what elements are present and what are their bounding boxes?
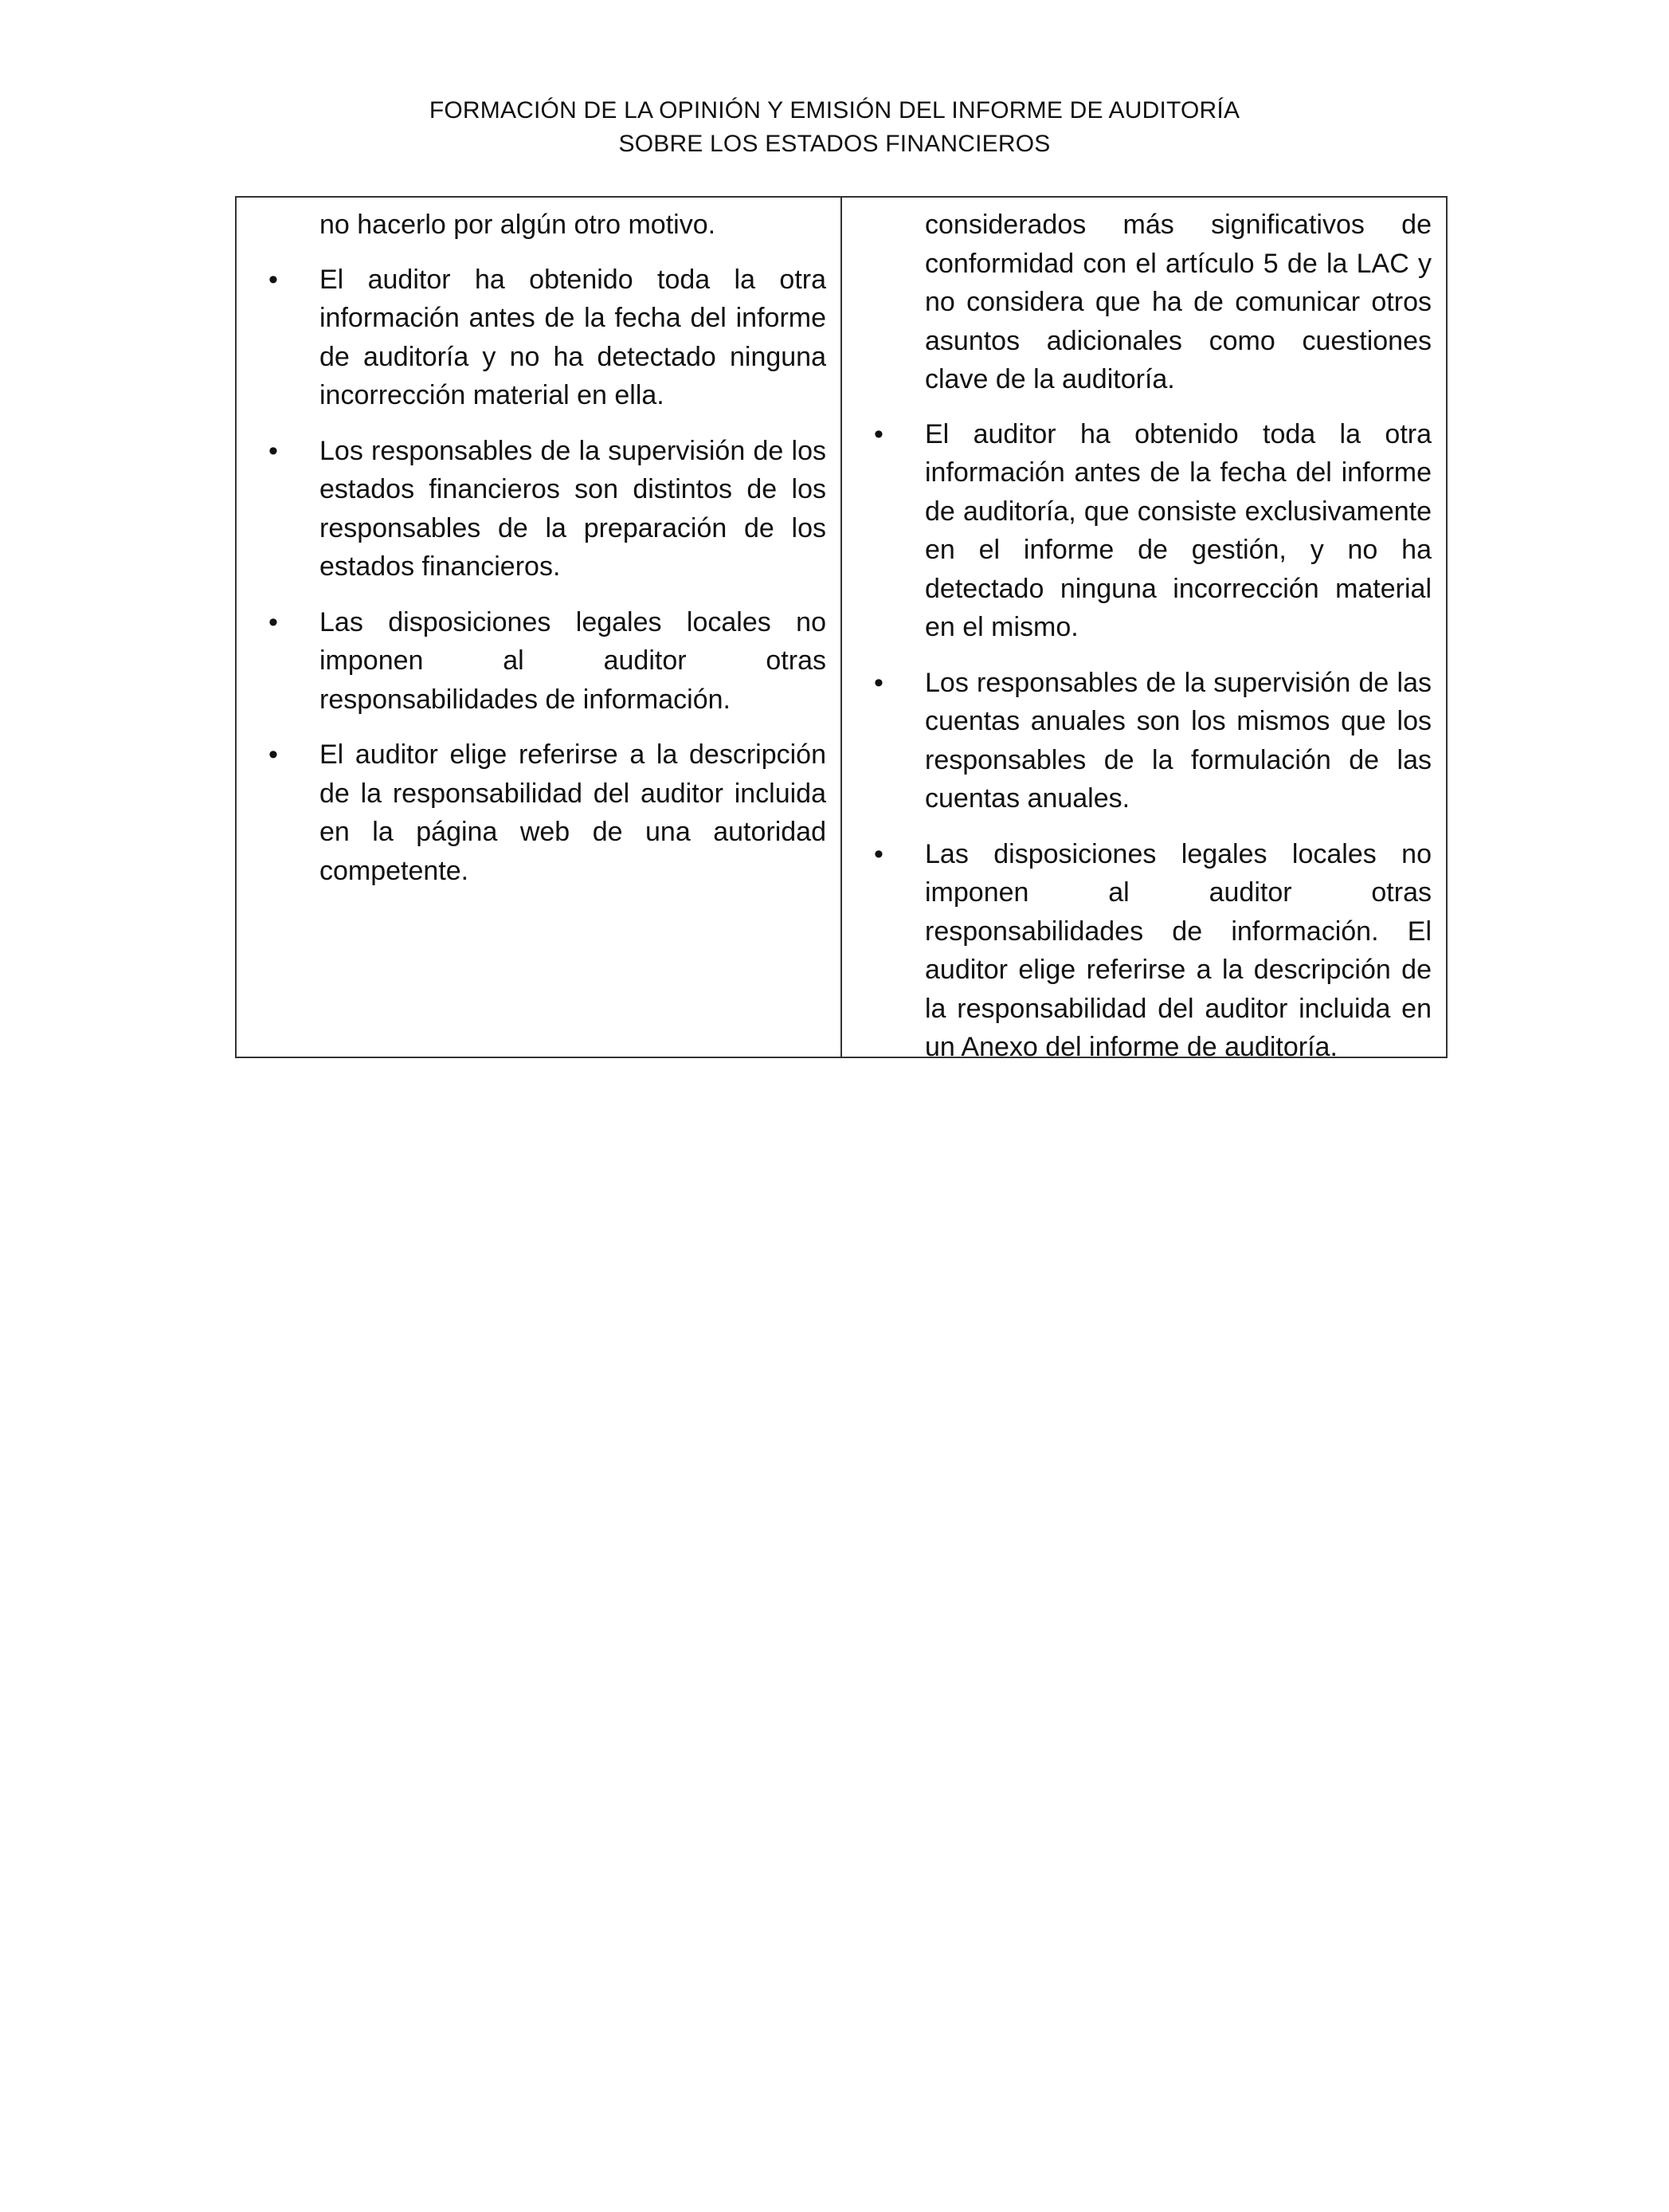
list-item-text: Las disposiciones legales locales no imponen al auditor otras responsabilidades de información. xyxy=(319,606,826,715)
right-continuation-text: considerados más significativos de conformidad con el artículo 5 de la LAC y no considera que ha de comunicar otros asuntos adicionales como cuestiones clave de la auditoría. xyxy=(925,210,1432,394)
list-item xyxy=(257,261,826,415)
bullet-icon: • xyxy=(268,435,278,466)
bullet-icon: • xyxy=(874,838,883,869)
page-header xyxy=(0,94,1669,161)
list-item xyxy=(257,735,826,890)
list-item-text: El auditor ha obtenido toda la otra información antes de la fecha del informe de auditoría y no ha detectado ninguna incorrección material en ella. xyxy=(319,264,826,410)
table-column-left xyxy=(237,198,842,1057)
list-item-text: El auditor ha obtenido toda la otra información antes de la fecha del informe de auditoría, que consiste exclusivamente en el informe de gestión, y no ha detectado ninguna incorrección material en el mismo. xyxy=(925,418,1432,642)
header-title-line-1: FORMACIÓN DE LA OPINIÓN Y EMISIÓN DEL INFORME DE AUDITORÍA xyxy=(429,97,1240,124)
table-column-right xyxy=(842,198,1446,1062)
list-item xyxy=(257,603,826,720)
bullet-icon: • xyxy=(874,667,883,698)
list-item-text: Los responsables de la supervisión de los estados financieros son distintos de los responsables de la preparación de los estados financieros. xyxy=(319,435,826,582)
left-continuation-text: no hacerlo por algún otro motivo. xyxy=(319,210,716,240)
bullet-icon: • xyxy=(268,739,278,770)
bullet-icon: • xyxy=(268,264,278,295)
list-item-text: Las disposiciones legales locales no imponen al auditor otras responsabilidades de información. El auditor elige referirse a la descripción de la responsabilidad del auditor incluida en un Anexo del informe de auditoría. xyxy=(925,838,1432,1062)
bullet-icon: • xyxy=(874,418,883,449)
left-bullet-list xyxy=(257,261,826,891)
list-item xyxy=(863,415,1432,647)
header-title-line-2: SOBRE LOS ESTADOS FINANCIEROS xyxy=(618,131,1051,157)
list-item-text: El auditor elige referirse a la descripción de la responsabilidad del auditor incluida en la página web de una autoridad competente. xyxy=(319,739,826,886)
list-item xyxy=(863,664,1432,818)
right-bullet-list xyxy=(863,415,1432,1067)
list-item-text: Los responsables de la supervisión de las cuentas anuales son los mismos que los responsables de la formulación de las cuentas anuales. xyxy=(925,667,1432,814)
list-item xyxy=(257,432,826,586)
list-item xyxy=(863,835,1432,1067)
comparison-table xyxy=(235,196,1448,1062)
bullet-icon: • xyxy=(268,606,278,637)
